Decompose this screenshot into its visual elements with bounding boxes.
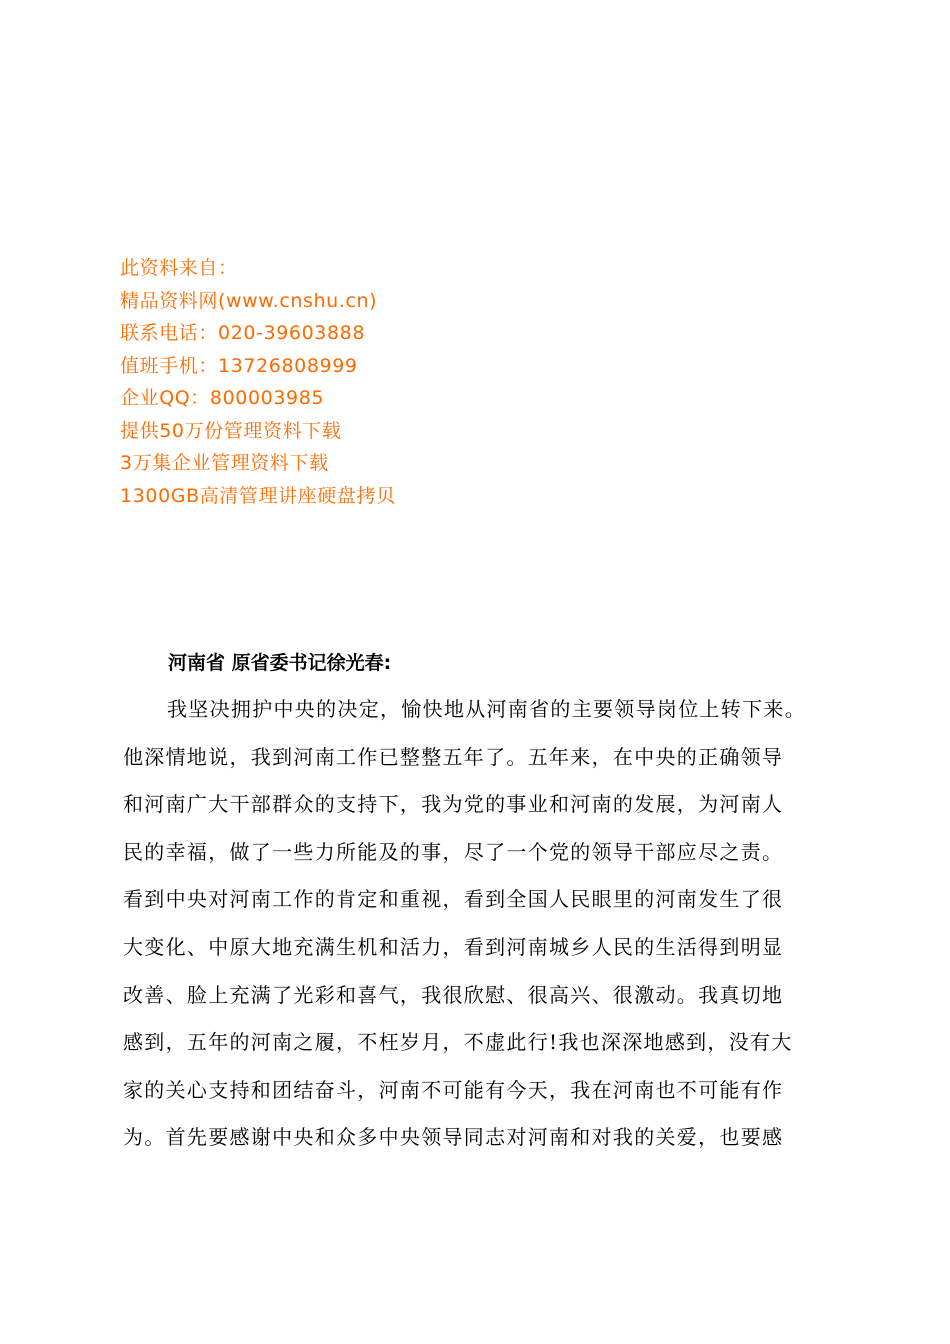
source-line: 1300GB高清管理讲座硬盘拷贝 (120, 484, 396, 507)
source-line: 提供50万份管理资料下载 (120, 419, 342, 442)
source-line-mobile: 值班手机：13726808999 (120, 354, 358, 377)
paragraph-line: 民的幸福，做了一些力所能及的事，尽了一个党的领导干部应尽之责。 (123, 839, 784, 864)
paragraph-line: 我坚决拥护中央的决定，愉快地从河南省的主要领导岗位上转下来。 (167, 697, 806, 721)
paragraph-line: 大变化、中原大地充满生机和活力，看到河南城乡人民的生活得到明显 (123, 934, 784, 959)
paragraph-line: 为。首先要感谢中央和众多中央领导同志对河南和对我的关爱，也要感 (123, 1125, 784, 1150)
paragraph-line: 改善、脸上充满了光彩和喜气，我很欣慰、很高兴、很激动。我真切地 (123, 982, 784, 1007)
article-heading: 河南省 原省委书记徐光春: (168, 652, 392, 674)
paragraph-line: 感到，五年的河南之履，不枉岁月，不虚此行!我也深深地感到，没有大 (123, 1030, 793, 1055)
paragraph-line: 家的关心支持和团结奋斗，河南不可能有今天，我在河南也不可能有作 (123, 1077, 784, 1102)
paragraph-line: 他深情地说，我到河南工作已整整五年了。五年来，在中央的正确领导 (123, 744, 784, 769)
source-line: 此资料来自： (120, 257, 238, 279)
source-info-block (120, 252, 396, 512)
source-line-phone: 联系电话：020-39603888 (120, 322, 366, 344)
source-line-qq: 企业QQ：800003985 (120, 387, 325, 409)
source-line: 3万集企业管理资料下载 (120, 452, 329, 474)
article-body (123, 640, 835, 1162)
source-line-website: 精品资料网(www.cnshu.cn) (120, 289, 378, 312)
paragraph-line: 看到中央对河南工作的肯定和重视，看到全国人民眼里的河南发生了很 (123, 887, 784, 912)
paragraph-line: 和河南广大干部群众的支持下，我为党的事业和河南的发展，为河南人 (123, 792, 784, 817)
